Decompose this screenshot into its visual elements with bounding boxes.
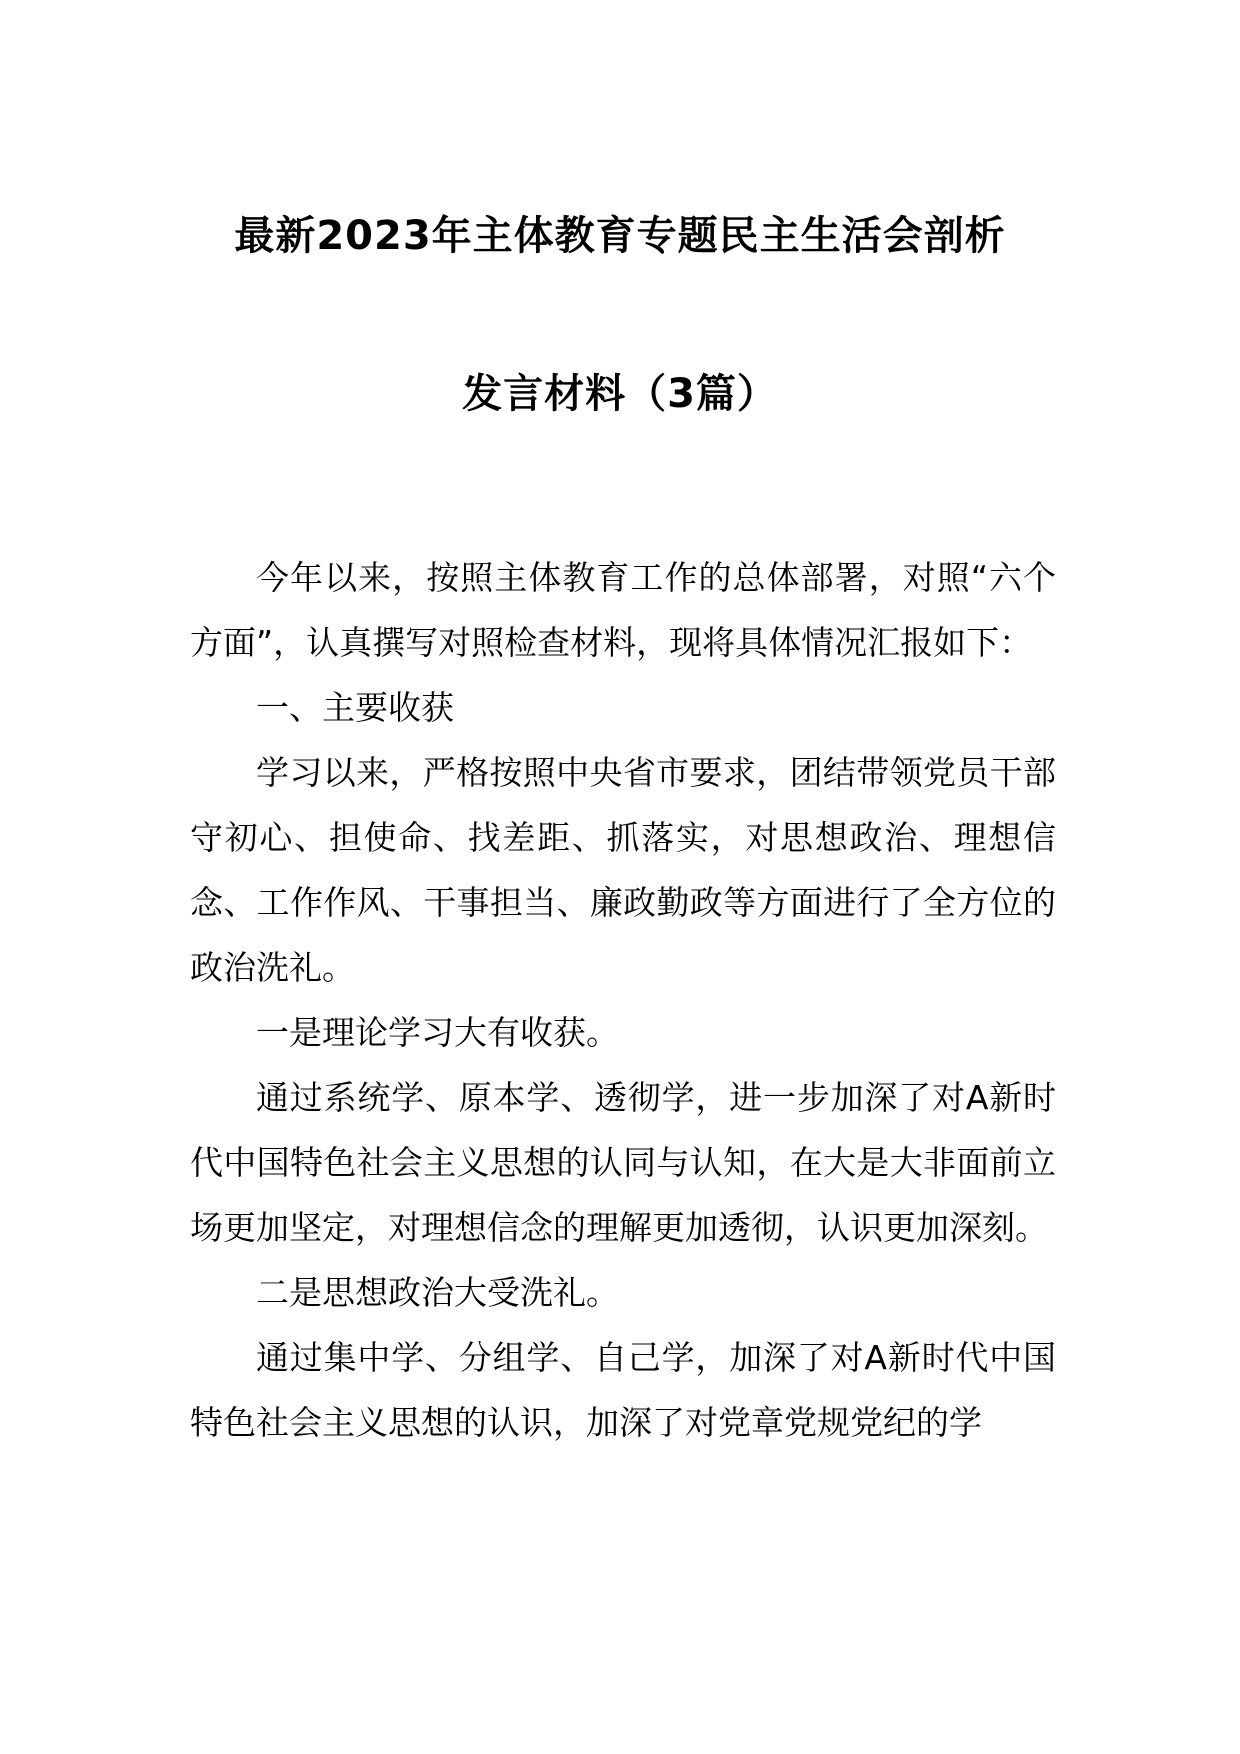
- subheading: 二是思想政治大受洗礼。: [256, 1273, 619, 1312]
- document-body: [190, 545, 1056, 1455]
- document-title-line-2: 发言材料（3篇）: [462, 371, 778, 417]
- intro-paragraph: 今年以来，按照主体教育工作的总体部署，对照“六个方面”，认真撰写对照检查材料，现将具体情况汇报如下：: [190, 558, 1056, 662]
- body-paragraph: 学习以来，严格按照中央省市要求，团结带领党员干部守初心、担使命、找差距、抓落实，对思想政治、理想信念、工作作风、干事担当、廉政勤政等方面进行了全方位的政治洗礼。: [190, 753, 1056, 987]
- document-title-line-1: 最新2023年主体教育专题民主生活会剖析: [234, 213, 1006, 259]
- section-heading: 一、主要收获: [256, 688, 454, 727]
- body-paragraph: 通过集中学、分组学、自己学，加深了对A新时代中国特色社会主义思想的认识，加深了对党章党规党纪的学: [190, 1338, 1056, 1442]
- subheading: 一是理论学习大有收获。: [256, 1013, 619, 1052]
- body-paragraph: 通过系统学、原本学、透彻学，进一步加深了对A新时代中国特色社会主义思想的认同与认知，在大是大非面前立场更加坚定，对理想信念的理解更加透彻，认识更加深刻。: [190, 1078, 1056, 1247]
